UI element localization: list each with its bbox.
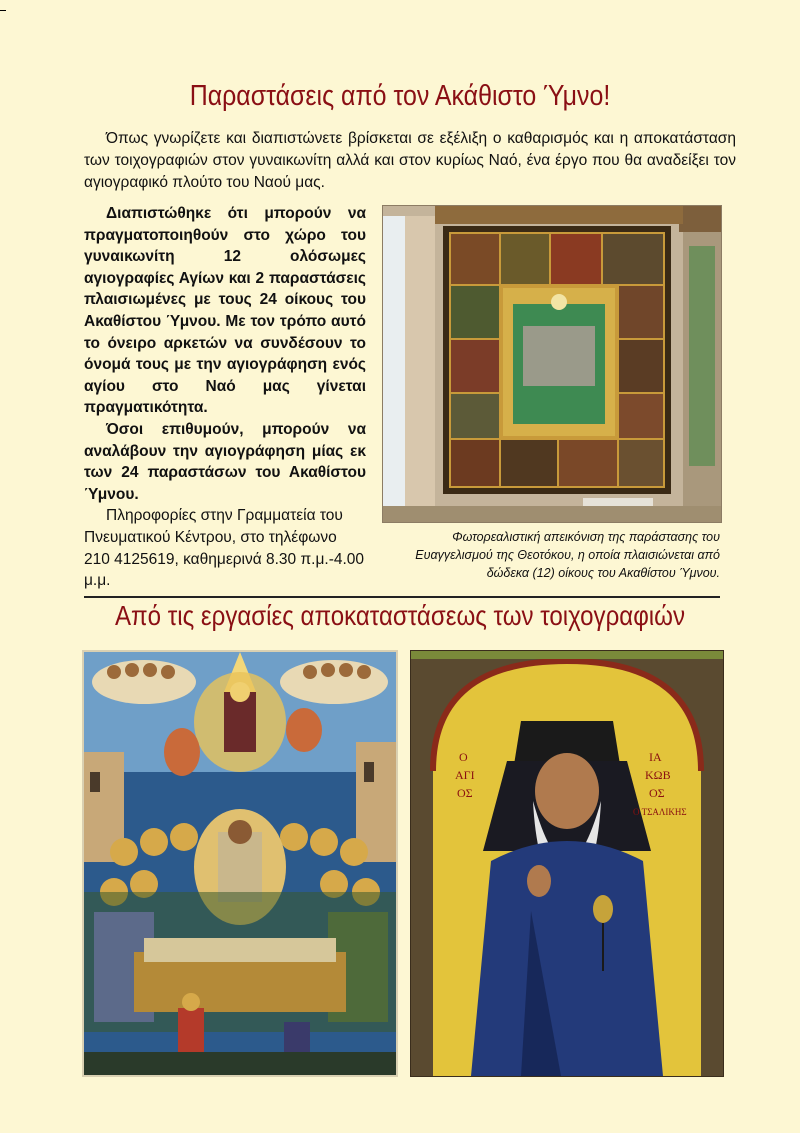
icon-label-left-1: Ο bbox=[459, 750, 468, 764]
info-paragraph: Πληροφορίες στην Γραμματεία του Πνευματικού Κέντρου, στο τηλέφωνο 210 4125619, καθημερινά 8.30 π.μ.-4.00 μ.μ. bbox=[84, 507, 365, 590]
icon-label-right-2: ΚΩΒ bbox=[645, 768, 671, 782]
crop-mark bbox=[0, 10, 6, 11]
dormition-icon-image bbox=[82, 650, 398, 1077]
photo-caption: Φωτορεαλιστική απεικόνιση της παράστασης του Ευαγγελισμού της Θεοτόκου, η οποία πλαισιώνεται από δώδεκα (12) οίκους του Ακαθίστου Ύμνου. bbox=[415, 530, 720, 580]
bold-paragraph-1: Διαπιστώθηκε ότι μπορούν να πραγματοποιηθούν στο χώρο του γυναικωνίτη 12 ολόσωμες αγιογραφίες Αγίων και 2 παραστάσεις πλαισιωμένες με τους 24 οίκους του Ακαθίστου Ύμνου. Με τον τρόπο αυτό το όνειρο αρκετών να συνδέσουν το όνομά τους με την αγιογράφηση ενός αγίου στο Ναό μας γίνεται πραγματικότητα. bbox=[84, 205, 366, 417]
intro-paragraph bbox=[84, 128, 736, 194]
saint-iakovos-icon-image bbox=[410, 650, 724, 1077]
section-subtitle: Από τις εργασίες αποκαταστάσεως των τοιχογραφιών bbox=[114, 600, 686, 631]
section-divider bbox=[84, 596, 720, 598]
church-interior-photo bbox=[382, 205, 722, 523]
icon-label-right-4: Ο ΤΣΑΛΙΚΗΣ bbox=[633, 807, 687, 817]
left-column bbox=[84, 203, 366, 592]
page-title: Παραστάσεις από τον Ακάθιστο Ύμνο! bbox=[189, 80, 611, 112]
bold-paragraph-2: Όσοι επιθυμούν, μπορούν να αναλάβουν την αγιογράφηση μίας εκ των 24 παραστάσων του Ακαθίστου Ύμνου. bbox=[84, 420, 366, 503]
icon-label-left-3: ΟΣ bbox=[457, 786, 473, 800]
intro-text: Όπως γνωρίζετε και διαπιστώνετε βρίσκεται σε εξέλιξη ο καθαρισμός και η αποκατάσταση των τοιχογραφιών στον γυναικωνίτη αλλά και στον κυρίως Ναό, ένα έργο που θα αναδείξει τον αγιογραφικό πλούτο του Ναού μας. bbox=[84, 130, 736, 191]
icon-label-right-3: ΟΣ bbox=[649, 786, 665, 800]
icon-label-left-2: ΑΓΙ bbox=[455, 768, 475, 782]
icon-label-right-1: ΙΑ bbox=[649, 750, 662, 764]
